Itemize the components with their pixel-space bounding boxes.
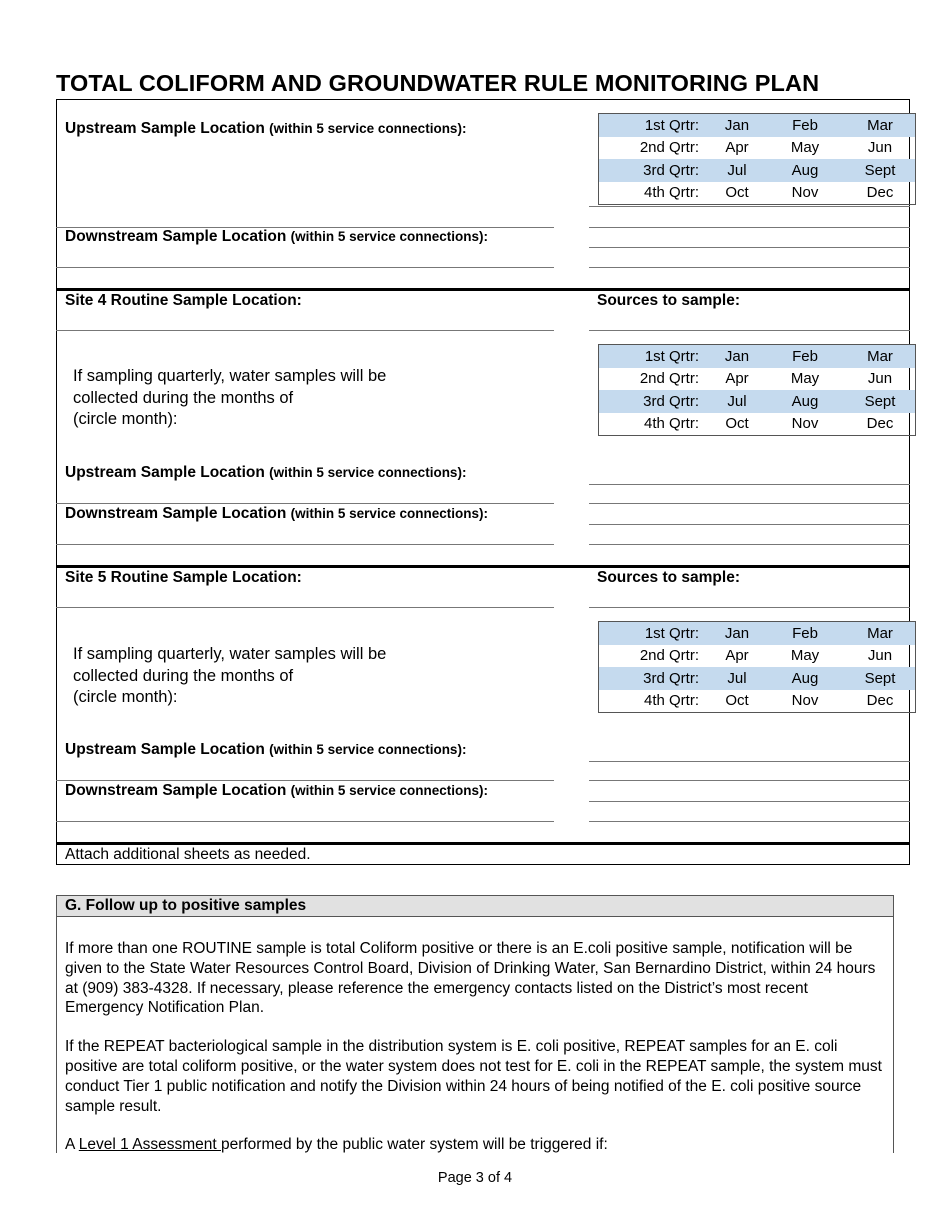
site4-label: Site 4 Routine Sample Location: (65, 292, 302, 309)
month-option[interactable]: May (790, 139, 820, 157)
month-option[interactable]: Dec (866, 415, 894, 433)
month-option[interactable]: Sept (845, 390, 916, 413)
quarter-row (599, 645, 916, 668)
field-line[interactable] (589, 484, 910, 485)
upstream-label-3: Upstream Sample Location (within 5 service connections): (65, 741, 467, 758)
month-option[interactable]: Feb (765, 114, 845, 137)
month-option[interactable]: Jan (709, 622, 765, 645)
section-divider (56, 842, 910, 845)
site4-sources-label: Sources to sample: (597, 292, 740, 309)
quarter-label: 2nd Qrtr: (639, 647, 699, 665)
month-option[interactable]: Sept (845, 159, 916, 182)
month-option[interactable]: Aug (765, 667, 845, 690)
month-option[interactable]: Feb (765, 345, 845, 368)
month-option[interactable]: Jun (867, 370, 893, 388)
field-line[interactable] (589, 247, 910, 248)
month-option[interactable]: Aug (765, 159, 845, 182)
attach-note: Attach additional sheets as needed. (65, 846, 311, 863)
field-line[interactable] (56, 544, 554, 545)
month-option[interactable]: Mar (845, 345, 916, 368)
month-option[interactable]: Apr (725, 139, 749, 157)
month-option[interactable]: Jun (867, 139, 893, 157)
month-option[interactable]: May (790, 647, 820, 665)
month-option[interactable]: Jul (709, 390, 765, 413)
field-line[interactable] (589, 503, 910, 504)
site5-quarterly-text: If sampling quarterly, water samples will be collected during the months of (circle month): (73, 645, 387, 706)
field-line[interactable] (589, 544, 910, 545)
month-option[interactable]: Mar (845, 114, 916, 137)
month-option[interactable]: Feb (765, 622, 845, 645)
quarter-label: 1st Qrtr: (599, 622, 710, 645)
month-option[interactable]: Oct (725, 415, 749, 433)
month-option[interactable]: Nov (791, 692, 819, 710)
section-g (56, 895, 894, 1153)
field-line[interactable] (56, 821, 554, 822)
month-option[interactable]: Jun (867, 647, 893, 665)
month-option[interactable]: Apr (725, 647, 749, 665)
quarter-table-body (599, 345, 916, 436)
field-line[interactable] (56, 607, 554, 608)
quarter-table-1 (598, 113, 916, 205)
quarter-label: 4th Qrtr: (643, 184, 699, 202)
month-option[interactable]: Dec (866, 184, 894, 202)
quarter-table-body (599, 114, 916, 205)
field-line[interactable] (589, 607, 910, 608)
field-line[interactable] (589, 524, 910, 525)
month-option[interactable]: Sept (845, 667, 916, 690)
quarter-row (599, 390, 916, 413)
month-option[interactable]: Oct (725, 184, 749, 202)
quarter-row (599, 413, 916, 436)
quarter-label: 1st Qrtr: (599, 114, 710, 137)
field-line[interactable] (589, 780, 910, 781)
field-line[interactable] (589, 267, 910, 268)
month-option[interactable]: May (790, 370, 820, 388)
field-line[interactable] (589, 801, 910, 802)
month-option[interactable]: Dec (866, 692, 894, 710)
month-option[interactable]: Nov (791, 184, 819, 202)
upstream-label-2: Upstream Sample Location (within 5 service connections): (65, 464, 467, 481)
section-divider (56, 565, 910, 568)
field-line[interactable] (589, 227, 910, 228)
field-line[interactable] (56, 330, 554, 331)
quarter-table-3 (598, 621, 916, 713)
quarter-row (599, 622, 916, 645)
field-line[interactable] (589, 206, 910, 207)
quarter-row (599, 667, 916, 690)
section-divider (56, 288, 910, 291)
field-line[interactable] (589, 761, 910, 762)
site5-sources-label: Sources to sample: (597, 569, 740, 586)
quarter-label: 4th Qrtr: (643, 415, 699, 433)
upstream-label-1: Upstream Sample Location (within 5 service connections): (65, 120, 467, 137)
quarter-row (599, 690, 916, 713)
month-option[interactable]: Aug (765, 390, 845, 413)
field-line[interactable] (56, 780, 554, 781)
month-option[interactable]: Apr (725, 370, 749, 388)
quarter-label: 3rd Qrtr: (599, 390, 710, 413)
field-line[interactable] (56, 503, 554, 504)
quarter-label: 3rd Qrtr: (599, 667, 710, 690)
field-line[interactable] (589, 821, 910, 822)
month-option[interactable]: Oct (725, 692, 749, 710)
site5-label: Site 5 Routine Sample Location: (65, 569, 302, 586)
quarter-row (599, 159, 916, 182)
quarter-row (599, 182, 916, 205)
quarter-row (599, 368, 916, 391)
quarter-label: 2nd Qrtr: (639, 139, 699, 157)
level1-assessment-link: Level 1 Assessment (78, 1136, 221, 1154)
month-option[interactable]: Jul (709, 667, 765, 690)
field-line[interactable] (56, 267, 554, 268)
site4-quarterly-text: If sampling quarterly, water samples will be collected during the months of (circle month): (73, 367, 387, 428)
quarter-row (599, 345, 916, 368)
month-option[interactable]: Nov (791, 415, 819, 433)
downstream-label-2: Downstream Sample Location (within 5 service connections): (65, 505, 488, 522)
quarter-table-body (599, 622, 916, 713)
downstream-label-1: Downstream Sample Location (within 5 service connections): (65, 228, 488, 245)
section-g-paragraph-3: A Level 1 Assessment performed by the public water system will be triggered if: (65, 1136, 608, 1154)
field-line[interactable] (589, 330, 910, 331)
month-option[interactable]: Mar (845, 622, 916, 645)
page-title: TOTAL COLIFORM AND GROUNDWATER RULE MONITORING PLAN (56, 70, 820, 96)
quarter-row (599, 137, 916, 160)
quarter-table-2 (598, 344, 916, 436)
quarter-label: 3rd Qrtr: (599, 159, 710, 182)
quarter-label: 2nd Qrtr: (639, 370, 699, 388)
month-option[interactable]: Jul (709, 159, 765, 182)
section-g-paragraph-1: If more than one ROUTINE sample is total Coliform positive or there is an E.coli positive sample, notification will be given to the State Water Resources Control Board, Division of Drinking Water, San Bernardino District, within 24 hours at (909) 383-4328. If necessary, please reference the emergency contacts listed on the District’s most recent Emergency Notification Plan. (65, 940, 876, 1017)
quarter-row (599, 114, 916, 137)
section-g-title: G. Follow up to positive samples (57, 896, 893, 917)
quarter-label: 4th Qrtr: (643, 692, 699, 710)
month-option[interactable]: Jan (709, 114, 765, 137)
downstream-label-3: Downstream Sample Location (within 5 service connections): (65, 782, 488, 799)
month-option[interactable]: Jan (709, 345, 765, 368)
section-g-paragraph-2: If the REPEAT bacteriological sample in the distribution system is E. coli positive, REPEAT samples for an E. coli positive are total coliform positive, or the water system does not test for E. coli in the REPEAT sample, the system must conduct Tier 1 public notification and notify the Division within 24 hours of being notified of the E. coli positive source sample result. (65, 1038, 882, 1115)
quarter-label: 1st Qrtr: (599, 345, 710, 368)
page-number: Page 3 of 4 (437, 1170, 513, 1186)
